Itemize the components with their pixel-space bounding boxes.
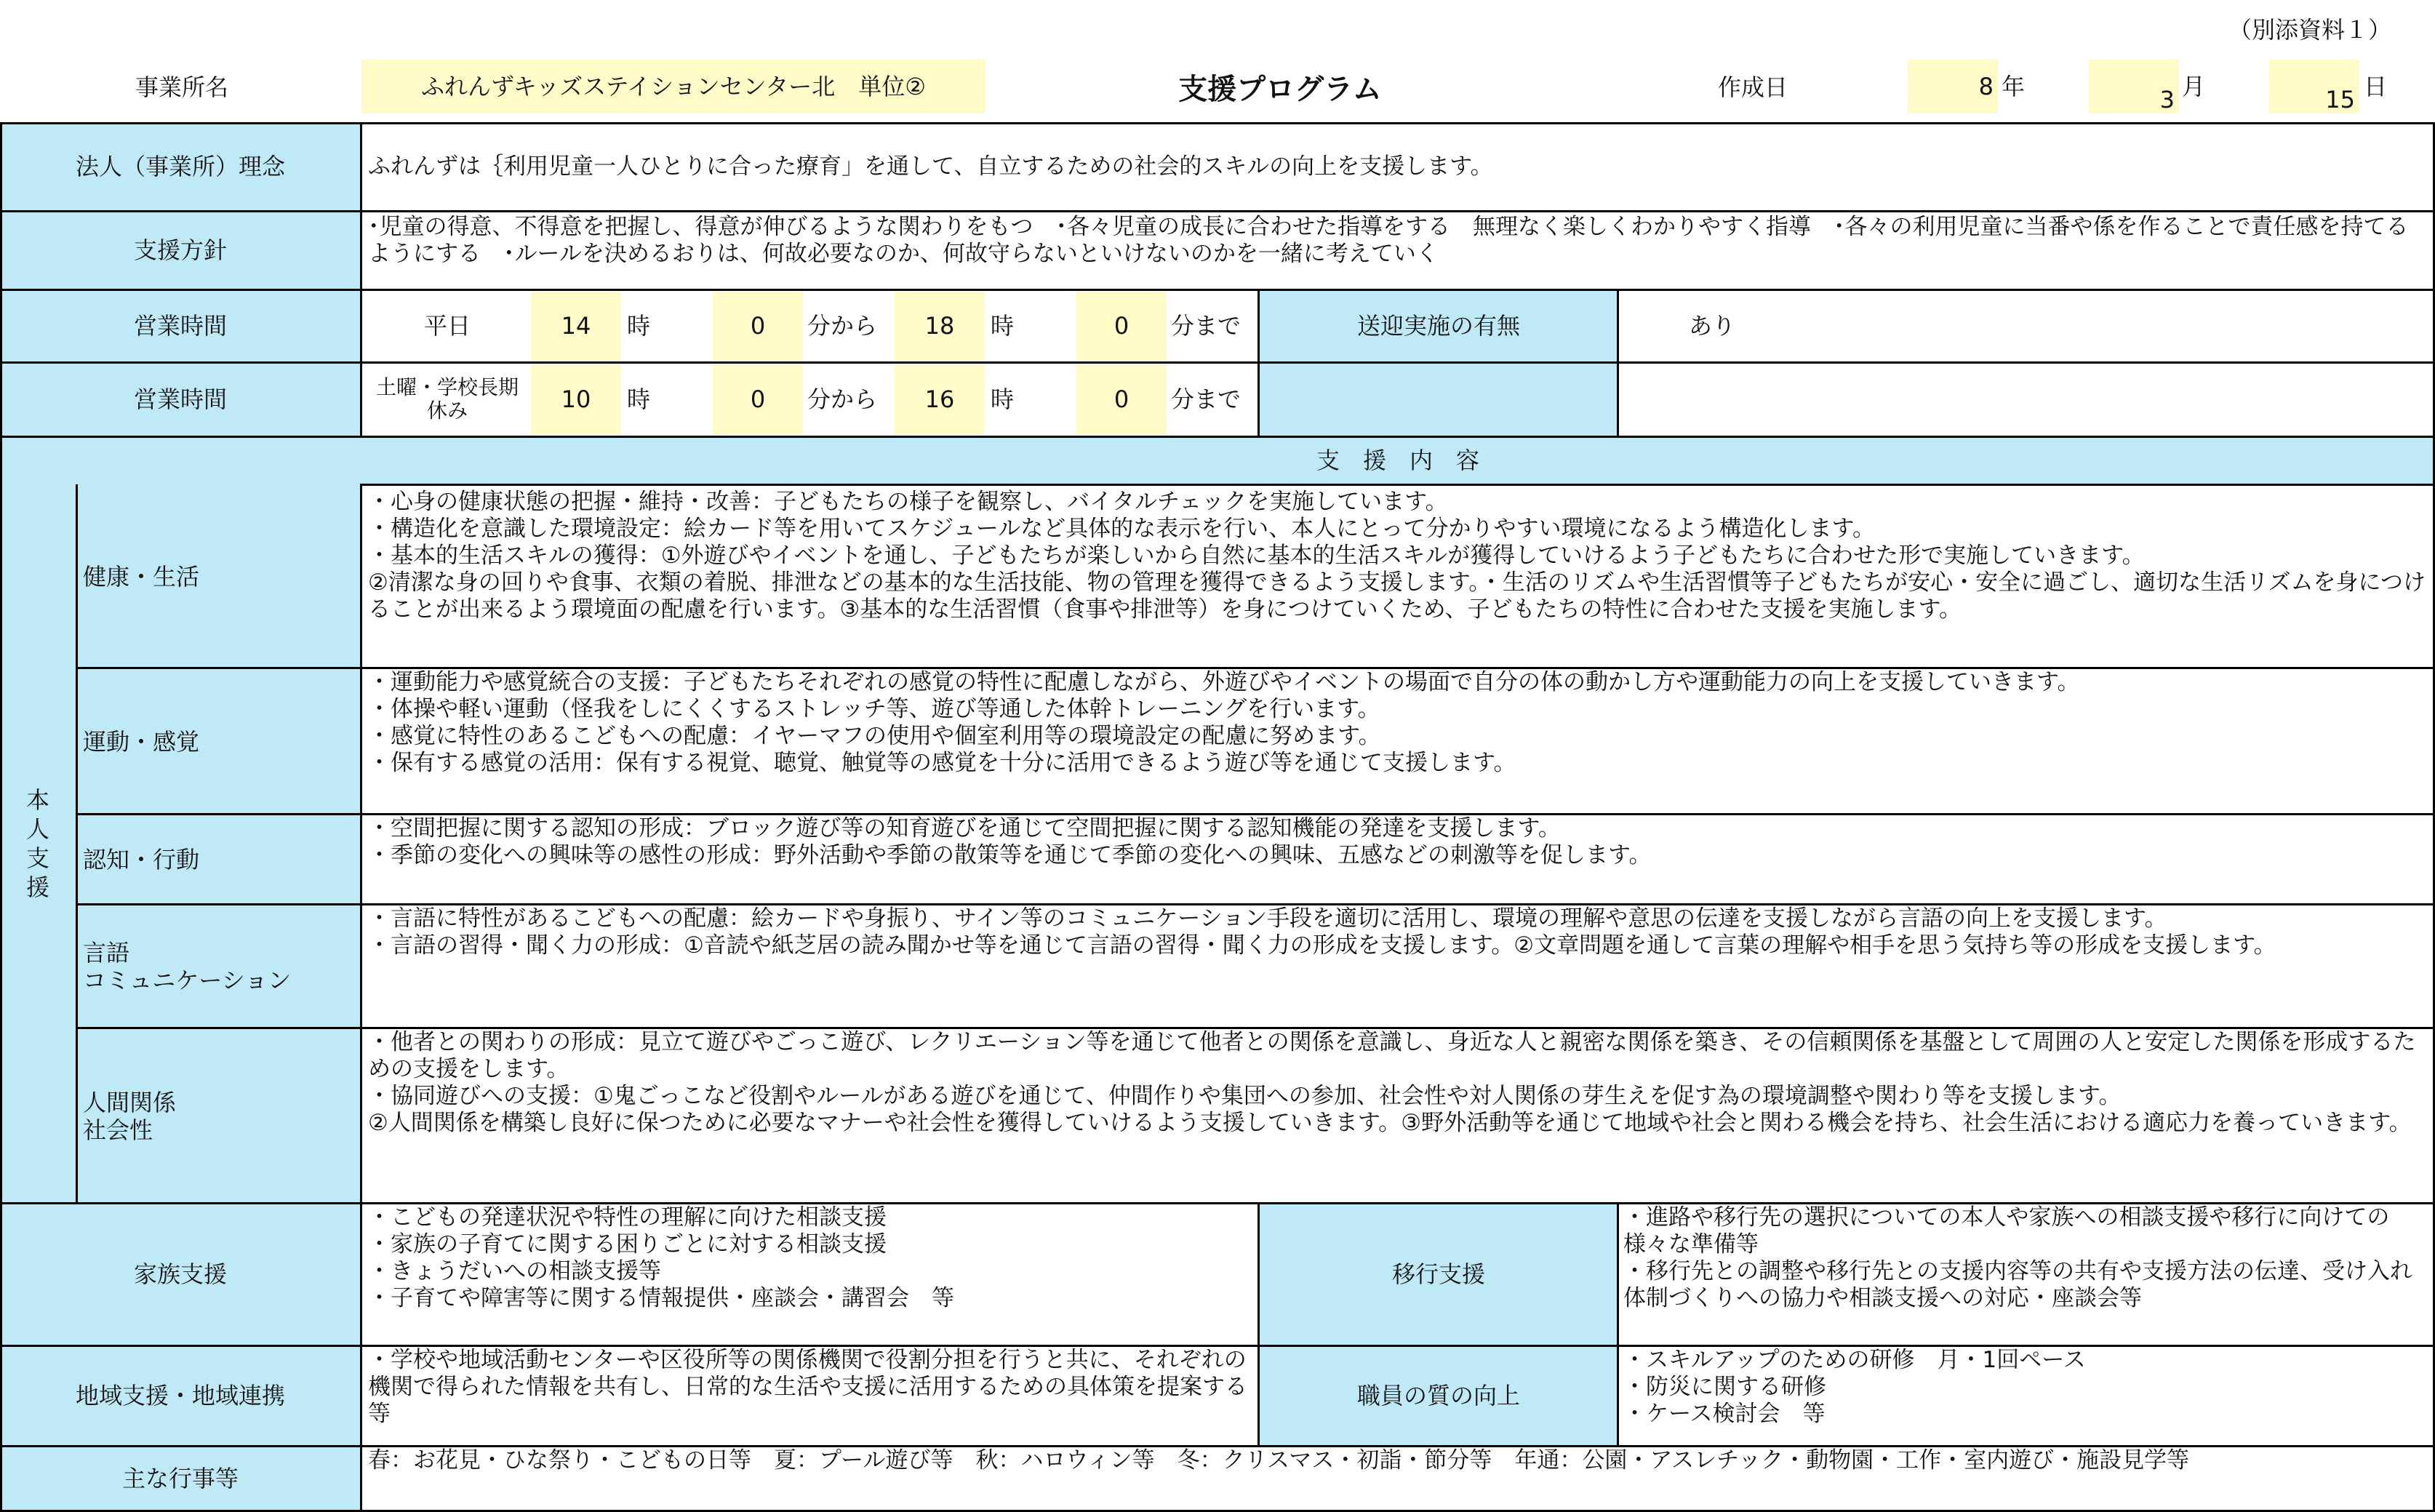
transport-label: 送迎実施の有無 xyxy=(1356,312,1520,340)
day-unit: 日 xyxy=(2364,73,2388,100)
events-label: 主な行事等 xyxy=(121,1465,239,1492)
weekday-until-unit: 分まで xyxy=(1171,312,1242,340)
created-date-label: 作成日 xyxy=(1717,73,1788,101)
language-communication-text[interactable]: ・言語に特性があるこどもへの配慮：絵カードや身振り、サイン等のコミュニケーション手段を適切に活用し、環境の理解や意思の伝達を支援しながら言語の向上を支援します。 ・言語の習得・聞く力の形成：①音読や紙芝居の読み聞かせ等を通じて言語の習得・聞く力の形成を支援します。②文章問題を通して言葉の理解や相手を思う気持ち等の形成を支援します。 xyxy=(368,905,2276,959)
transition-support-label: 移行支援 xyxy=(1391,1260,1485,1288)
staff-quality-text[interactable]: ・スキルアップのための研修 月・1回ペース ・防災に関する研修 ・ケース検討会 等 xyxy=(1623,1347,2086,1427)
holiday-start-min[interactable]: 0 xyxy=(750,385,766,413)
events-text[interactable]: 春：お花見・ひな祭り・こどもの日等 夏：プール遊び等 秋：ハロウィン等 冬：クリスマス・初詣・節分等 年通：公園・アスレチック・動物園・工作・室内遊び・施設見学等 xyxy=(368,1447,2190,1473)
hours-weekday-label: 営業時間 xyxy=(133,312,227,340)
facility-label: 事業所名 xyxy=(135,73,228,101)
health-life-text[interactable]: ・心身の健康状態の把握・維持・改善：子どもたちの様子を観察し、バイタルチェックを実施しています。 ・構造化を意識した環境設定：絵カード等を用いてスケジュールなど具体的な表示を行い、本人にとって分かりやすい環境になるよう構造化します。 ・基本的生活スキルの獲得：①外遊びやイベントを通し、子どもたちが楽しいから自然に基本的生活スキルが獲得していけるよう子どもたちに合わせた形で実施していきます。 ②清潔な身の回りや食事、衣類の着脱、排泄などの基本的な生活技能、物の管理を獲得できるよう支援します。・生活のリズムや生活習慣等子どもたちが安心・安全に過ごし、適切な生活リズムを身につけることが出来るよう環境面の配慮を行います。③基本的な生活習慣（食事や排泄等）を身につけていくため、子どもたちの特性に合わせた支援を実施します。 xyxy=(368,489,2426,623)
transition-support-text[interactable]: ・進路や移行先の選択についての本人や家族への相談支援や移行に向けての様々な準備等 ・移行先との調整や移行先との支援内容等の共有や支援方法の伝達、受け入れ体制づくりへの協力や相談支援への対応・座談会等 xyxy=(1623,1204,2412,1311)
created-day-input[interactable] xyxy=(2269,60,2359,113)
created-month-value: 3 xyxy=(2159,86,2175,113)
program-table xyxy=(0,122,2435,1512)
weekday-from-unit: 分から xyxy=(807,312,878,340)
weekday-start-hour[interactable]: 14 xyxy=(561,312,591,340)
weekday-day-type: 平日 xyxy=(423,312,471,340)
year-unit: 年 xyxy=(2002,73,2026,100)
holiday-hour-unit-2: 時 xyxy=(991,385,1015,413)
created-month-input[interactable] xyxy=(2089,60,2179,113)
language-communication-label: 言語 コミュニケーション xyxy=(83,939,292,994)
weekday-hour-unit-1: 時 xyxy=(627,312,651,340)
holiday-from-unit: 分から xyxy=(807,385,878,413)
social-relations-label: 人間関係 社会性 xyxy=(83,1089,177,1144)
staff-quality-label: 職員の質の向上 xyxy=(1356,1382,1520,1409)
weekday-end-min[interactable]: 0 xyxy=(1113,312,1129,340)
health-life-label: 健康・生活 xyxy=(83,563,200,591)
weekday-end-hour[interactable]: 18 xyxy=(924,312,955,340)
community-support-text[interactable]: ・学校や地域活動センターや区役所等の関係機関で役割分担を行うと共に、それぞれの機関で得られた情報を共有し、日常的な生活や支援に活用するための具体策を提案する等 xyxy=(368,1347,1247,1427)
holiday-hour-unit-1: 時 xyxy=(627,385,651,413)
facility-name[interactable]: ふれんずキッズステイションセンター北 単位② xyxy=(361,60,985,113)
created-day-value: 15 xyxy=(2325,86,2355,113)
philosophy-text[interactable]: ふれんずは｛利用児童一人ひとりに合った療育」を通して、自立するための社会的スキルの向上を支援します。 xyxy=(368,153,1493,180)
holiday-start-hour[interactable]: 10 xyxy=(561,385,591,413)
policy-label: 支援方針 xyxy=(133,236,227,264)
holiday-end-min[interactable]: 0 xyxy=(1113,385,1129,413)
transport-value[interactable]: あり xyxy=(1689,312,1736,340)
motor-sensory-text[interactable]: ・運動能力や感覚統合の支援：子どもたちそれぞれの感覚の特性に配慮しながら、外遊びやイベントの場面で自分の体の動かし方や運動能力の向上を支援していきます。 ・体操や軽い運動（怪我をしにくくするストレッチ等、遊び等通した体幹トレーニングを行います。 ・感覚に特性のあるこどもへの配慮：イヤーマフの使用や個室利用等の環境設定の配慮に努めます。 ・保有する感覚の活用：保有する視覚、聴覚、触覚等の感覚を十分に活用できるよう遊び等を通じて支援します。 xyxy=(368,669,2080,776)
family-support-label: 家族支援 xyxy=(133,1260,227,1288)
holiday-end-hour[interactable]: 16 xyxy=(924,385,955,413)
attachment-label: （別添資料１） xyxy=(2228,16,2391,44)
holiday-day-type: 土曜・学校長期 休み xyxy=(375,375,519,423)
personal-support-label: 本 人 支 援 xyxy=(25,786,49,901)
holiday-until-unit: 分まで xyxy=(1171,385,1242,413)
philosophy-label: 法人（事業所）理念 xyxy=(75,153,285,180)
created-year-input[interactable]: 8 xyxy=(1908,60,1998,113)
cognition-behavior-text[interactable]: ・空間把握に関する認知の形成：ブロック遊び等の知育遊びを通じて空間把握に関する認知機能の発達を支援します。 ・季節の変化への興味等の感性の形成：野外活動や季節の散策等を通じて季節の変化への興味、五感などの刺激等を促します。 xyxy=(368,815,1652,868)
page-title: 支援プログラム xyxy=(1178,72,1382,106)
weekday-start-min[interactable]: 0 xyxy=(750,312,766,340)
policy-text[interactable]: ･児童の得意、不得意を把握し、得意が伸びるような関わりをもつ ･各々児童の成長に合わせた指導をする 無理なく楽しくわかりやすく指導 ･各々の利用児童に当番や係を作ることで責任感を持てるようにする ･ルールを決めるおりは、何故必要なのか、何故守らないといけないのかを一緒に考えていく xyxy=(368,214,2409,267)
cognition-behavior-label: 認知・行動 xyxy=(83,846,200,873)
motor-sensory-label: 運動・感覚 xyxy=(83,728,200,756)
month-unit: 月 xyxy=(2182,73,2206,100)
weekday-hour-unit-2: 時 xyxy=(991,312,1015,340)
community-support-label: 地域支援・地域連携 xyxy=(75,1382,285,1409)
family-support-text[interactable]: ・こどもの発達状況や特性の理解に向けた相談支援 ・家族の子育てに関する困りごとに対する相談支援 ・きょうだいへの相談支援等 ・子育てや障害等に関する情報提供・座談会・講習会 等 xyxy=(368,1204,954,1311)
support-content-header: 支 援 内 容 xyxy=(1316,447,1479,474)
hours-holiday-label: 営業時間 xyxy=(133,385,227,413)
social-relations-text[interactable]: ・他者との関わりの形成：見立て遊びやごっこ遊び、レクリエーション等を通じて他者との関係を意識し、身近な人と親密な関係を築き、その信頼関係を基盤として周囲の人と安定した関係を形成するための支援をします。 ・協同遊びへの支援：①鬼ごっこなど役割やルールがある遊びを通じて、仲間作りや集団への参加、社会性や対人関係の芽生えを促す為の環境調整や関わり等を支援します。 ②人間関係を構築し良好に保つために必要なマナーや社会性を獲得していけるよう支援していきます。③野外活動等を通じて地域や社会と関わる機会を持ち、社会生活における適応力を養っていきます。 xyxy=(368,1029,2416,1136)
